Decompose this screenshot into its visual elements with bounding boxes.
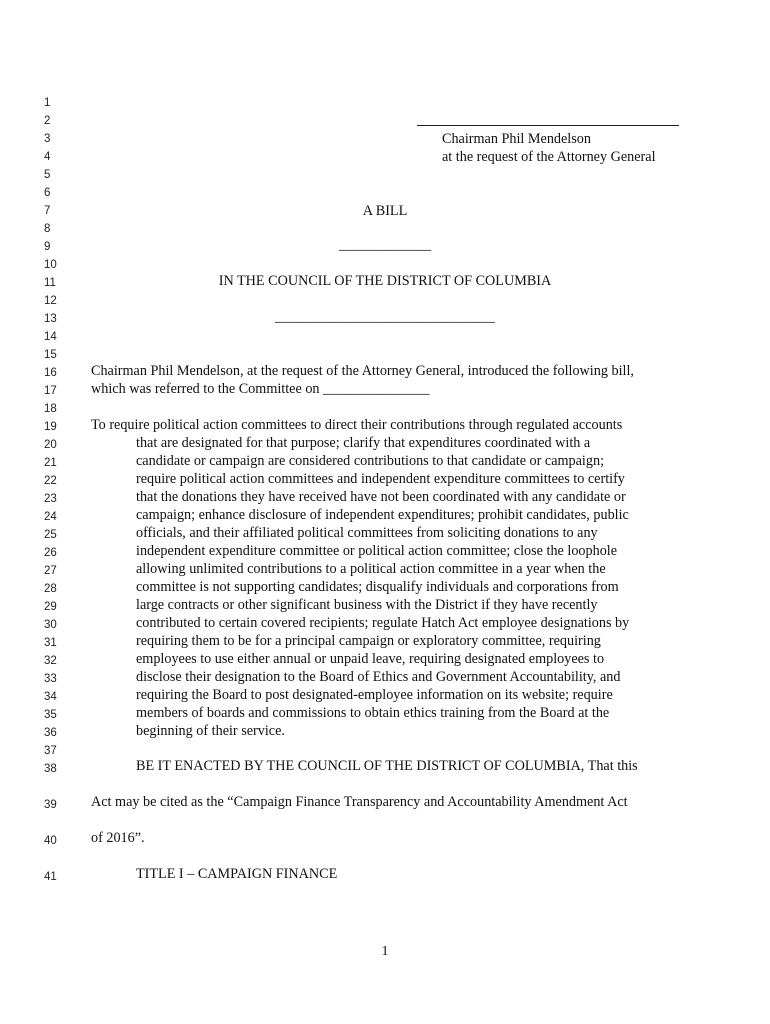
purpose-line: candidate or campaign are considered contributions to that candidate or campaign; (136, 453, 605, 469)
line-number: 20 (44, 439, 57, 451)
line-number: 40 (44, 835, 57, 847)
line-number: 19 (44, 421, 57, 433)
line-number: 3 (44, 133, 51, 145)
line-number: 23 (44, 493, 57, 505)
line-number: 6 (44, 187, 51, 199)
purpose-line: that the donations they have received have not been coordinated with any candidate or (136, 489, 626, 505)
purpose-line: members of boards and commissions to obtain ethics training from the Board at the (136, 705, 610, 721)
line-number: 25 (44, 529, 57, 541)
line-number: 33 (44, 673, 57, 685)
signature-line (417, 125, 679, 126)
line-number: 2 (44, 115, 51, 127)
purpose-line: require political action committees and independent expenditure committees to certify (136, 471, 625, 487)
line-number: 30 (44, 619, 57, 631)
purpose-line: committee is not supporting candidates; disqualify individuals and corporations from (136, 579, 619, 595)
intro-line: Chairman Phil Mendelson, at the request of the Attorney General, introduced the following bill, (91, 363, 634, 379)
title-heading: TITLE I – CAMPAIGN FINANCE (136, 866, 338, 882)
line-number: 21 (44, 457, 57, 469)
sponsor-note: at the request of the Attorney General (442, 149, 656, 165)
purpose-line: independent expenditure committee or political action committee; close the loophole (136, 543, 618, 559)
purpose-line: requiring the Board to post designated-employee information on its website; require (136, 687, 613, 703)
purpose-line: employees to use either annual or unpaid leave, requiring designated employees to (136, 651, 605, 667)
purpose-line: contributed to certain covered recipients; regulate Hatch Act employee designations by (136, 615, 630, 631)
line-number: 7 (44, 205, 51, 217)
long-blank-line: _______________________________ (275, 309, 495, 325)
line-number: 36 (44, 727, 57, 739)
line-number: 17 (44, 385, 57, 397)
enacting-line: Act may be cited as the “Campaign Finance Transparency and Accountability Amendment Act (91, 794, 628, 810)
line-number: 10 (44, 259, 57, 271)
line-number: 12 (44, 295, 57, 307)
purpose-line: campaign; enhance disclosure of independent expenditures; prohibit candidates, public (136, 507, 629, 523)
line-number: 31 (44, 637, 57, 649)
line-number: 34 (44, 691, 57, 703)
line-number: 11 (44, 277, 56, 289)
line-number: 41 (44, 871, 57, 883)
bill-heading: A BILL (362, 203, 408, 219)
line-number: 28 (44, 583, 57, 595)
line-number: 32 (44, 655, 57, 667)
line-number: 24 (44, 511, 57, 523)
line-number: 8 (44, 223, 51, 235)
enacting-line: BE IT ENACTED BY THE COUNCIL OF THE DISTRICT OF COLUMBIA, That this (136, 758, 638, 774)
line-number: 38 (44, 763, 57, 775)
council-heading: IN THE COUNCIL OF THE DISTRICT OF COLUMBIA (218, 273, 552, 289)
line-number: 27 (44, 565, 57, 577)
short-blank-line: _____________ (338, 237, 432, 253)
purpose-line: To require political action committees to direct their contributions through regulated accounts (91, 417, 623, 433)
line-number: 1 (44, 97, 51, 109)
purpose-line: beginning of their service. (136, 723, 285, 739)
line-number: 35 (44, 709, 57, 721)
line-number: 37 (44, 745, 57, 757)
purpose-line: that are designated for that purpose; clarify that expenditures coordinated with a (136, 435, 591, 451)
intro-line: which was referred to the Committee on _______________ (91, 381, 430, 397)
sponsor-name: Chairman Phil Mendelson (442, 131, 591, 147)
purpose-line: large contracts or other significant business with the District if they have recently (136, 597, 598, 613)
line-number: 13 (44, 313, 57, 325)
page-number: 1 (381, 944, 389, 959)
line-number: 14 (44, 331, 57, 343)
enacting-line: of 2016”. (91, 830, 145, 846)
line-number: 39 (44, 799, 57, 811)
line-number: 29 (44, 601, 57, 613)
purpose-line: officials, and their affiliated political committees from soliciting donations to any (136, 525, 598, 541)
line-number: 22 (44, 475, 57, 487)
line-number: 9 (44, 241, 51, 253)
line-number: 26 (44, 547, 57, 559)
line-number: 16 (44, 367, 57, 379)
line-number: 4 (44, 151, 51, 163)
purpose-line: allowing unlimited contributions to a political action committee in a year when the (136, 561, 606, 577)
line-number: 18 (44, 403, 57, 415)
purpose-line: requiring them to be for a principal campaign or exploratory committee, requiring (136, 633, 601, 649)
line-number: 5 (44, 169, 51, 181)
purpose-line: disclose their designation to the Board of Ethics and Government Accountability, and (136, 669, 621, 685)
line-number: 15 (44, 349, 57, 361)
